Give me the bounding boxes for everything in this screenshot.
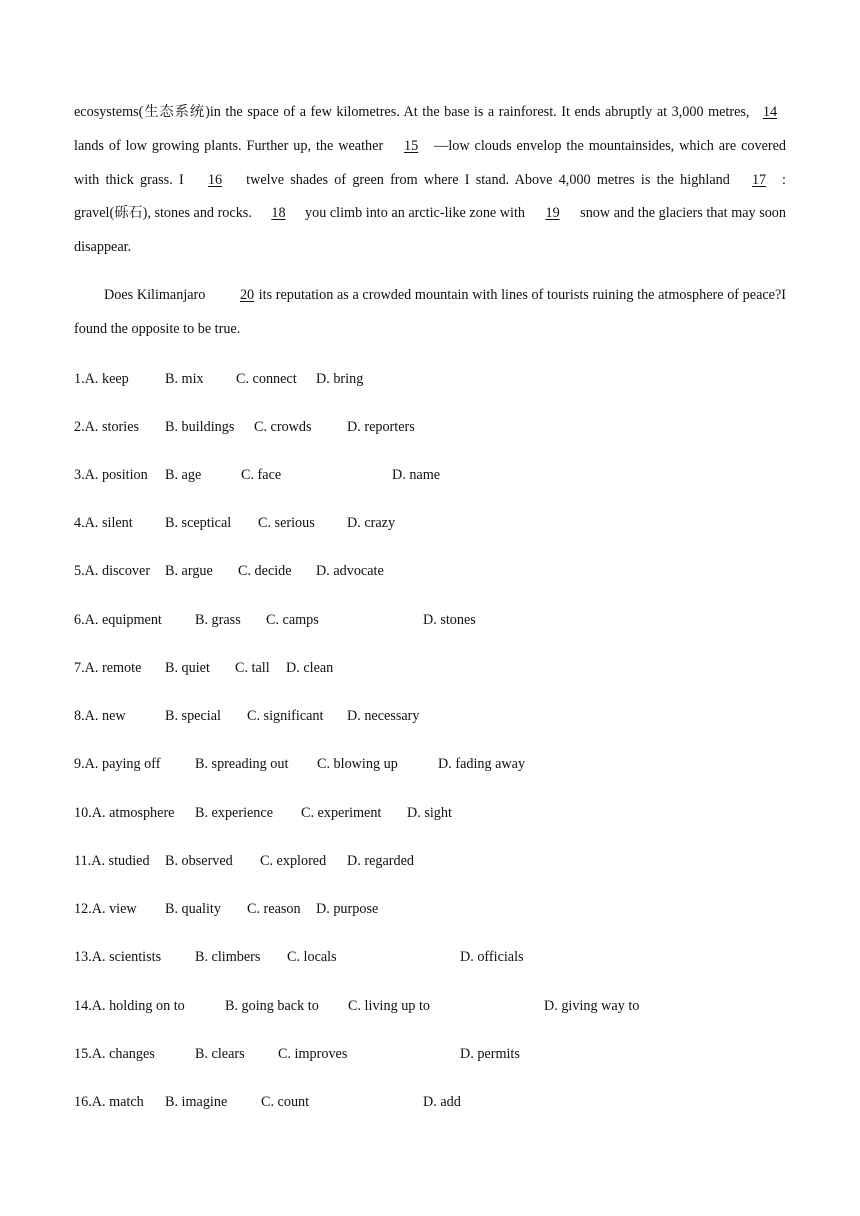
option-b: B. imagine [165, 1094, 228, 1110]
option-c: C. count [261, 1094, 310, 1110]
blank-15: 15 [404, 137, 419, 154]
question-number: 9. [74, 756, 85, 772]
option-c: C. living up to [348, 998, 430, 1014]
option-a [74, 706, 126, 726]
question-number: 6. [74, 612, 85, 628]
option-d: D. reporters [347, 419, 415, 435]
question-number: 11. [74, 853, 92, 869]
question-number: 5. [74, 563, 85, 579]
option-b: B. argue [165, 563, 213, 579]
option-c: C. face [241, 467, 282, 483]
question-number: 16. [74, 1094, 92, 1110]
question-2 [74, 417, 786, 437]
question-9 [74, 754, 786, 774]
option-b: B. sceptical [165, 515, 232, 531]
option-b: B. buildings [165, 419, 235, 435]
option-c: C. significant [247, 708, 324, 724]
option-b: B. experience [195, 805, 273, 821]
option-c: C. tall [235, 660, 270, 676]
passage-paragraph-1 [74, 96, 786, 265]
question-number: 8. [74, 708, 85, 724]
option-a [74, 658, 141, 678]
passage-text: ecosystems(生态系统)in the space of a few kilometres. At the base is a rainforest. It ends abruptly at 3,000 metres, [74, 104, 754, 120]
option-a [74, 610, 162, 630]
option-b: B. special [165, 708, 221, 724]
option-c: C. serious [258, 515, 315, 531]
option-d: D. bring [316, 371, 364, 387]
question-number: 14. [74, 998, 92, 1014]
question-13 [74, 947, 786, 967]
passage-text: you climb into an arctic-like zone with [301, 205, 529, 222]
option-a [74, 561, 150, 581]
option-d: D. regarded [347, 853, 414, 869]
option-b: B. climbers [195, 949, 261, 965]
option-c: C. improves [278, 1046, 348, 1062]
option-b: B. observed [165, 853, 233, 869]
question-number: 15. [74, 1046, 92, 1062]
option-b: B. grass [195, 612, 241, 628]
question-15 [74, 1044, 786, 1064]
option-b: B. spreading out [195, 756, 289, 772]
question-5 [74, 561, 786, 581]
option-text: A. match [91, 1094, 144, 1110]
option-d: D. purpose [316, 901, 379, 917]
option-text: A. view [91, 901, 137, 917]
option-text: A. equipment [84, 612, 162, 628]
option-c: C. locals [287, 949, 337, 965]
blank-16: 16 [207, 171, 223, 188]
passage-text: its reputation as a crowded mountain with lines of tourists ruining the atmosphere of peace?I found the opposite to be true. [74, 287, 786, 337]
option-c: C. connect [236, 371, 297, 387]
option-a [74, 899, 137, 919]
option-d: D. giving way to [544, 998, 640, 1014]
question-number: 4. [74, 515, 85, 531]
option-text: A. stories [84, 419, 140, 435]
passage-text: —low clouds envelop the mountainsides, which are covered with thick grass. I [74, 137, 786, 188]
option-c: C. blowing up [317, 756, 398, 772]
blank-20: 20 [239, 287, 255, 303]
question-number: 13. [74, 949, 92, 965]
option-b: B. mix [165, 371, 204, 387]
question-8 [74, 706, 786, 726]
option-b: B. quiet [165, 660, 210, 676]
blank-18: 18 [271, 205, 286, 222]
passage-paragraph-2 [74, 279, 786, 347]
option-a [74, 803, 174, 823]
option-b: B. quality [165, 901, 221, 917]
question-7 [74, 658, 786, 678]
passage-text: : gravel(砾石), stones and rocks. [74, 171, 786, 222]
option-b: B. clears [195, 1046, 245, 1062]
option-d: D. permits [460, 1046, 520, 1062]
passage-text: snow and the glaciers that may soon disappear. [74, 205, 786, 256]
question-number: 2. [74, 419, 85, 435]
option-b: B. going back to [225, 998, 319, 1014]
option-text: A. atmosphere [91, 805, 175, 821]
option-text: A. holding on to [91, 998, 185, 1014]
passage-text: lands of low growing plants. Further up, the weather [74, 137, 389, 154]
option-d: D. fading away [438, 756, 526, 772]
option-d: D. clean [286, 660, 334, 676]
option-text: A. studied [91, 853, 150, 869]
option-text: A. discover [84, 563, 151, 579]
passage-text: twelve shades of green from where I stand. Above 4,000 metres is the highland [239, 171, 737, 188]
question-number: 3. [74, 467, 85, 483]
option-text: A. scientists [91, 949, 162, 965]
question-3 [74, 465, 786, 485]
option-a [74, 513, 133, 533]
question-4 [74, 513, 786, 533]
option-d: D. officials [460, 949, 524, 965]
question-number: 7. [74, 660, 85, 676]
blank-17: 17 [751, 171, 767, 188]
option-c: C. experiment [301, 805, 382, 821]
option-text: A. remote [84, 660, 142, 676]
question-number: 10. [74, 805, 92, 821]
option-a [74, 754, 160, 774]
option-c: C. reason [247, 901, 301, 917]
question-10 [74, 803, 786, 823]
option-text: A. silent [84, 515, 133, 531]
question-1 [74, 369, 786, 389]
option-c: C. camps [266, 612, 319, 628]
option-text: A. position [84, 467, 148, 483]
option-text: A. paying off [84, 756, 161, 772]
question-number: 12. [74, 901, 92, 917]
question-16 [74, 1092, 786, 1112]
option-d: D. name [392, 467, 441, 483]
option-c: C. crowds [254, 419, 312, 435]
option-a [74, 947, 161, 967]
option-d: D. crazy [347, 515, 396, 531]
option-d: D. add [423, 1094, 461, 1110]
option-a [74, 851, 150, 871]
question-6 [74, 610, 786, 630]
option-c: C. decide [238, 563, 292, 579]
question-12 [74, 899, 786, 919]
option-a [74, 417, 139, 437]
option-c: C. explored [260, 853, 327, 869]
option-d: D. sight [407, 805, 452, 821]
option-d: D. advocate [316, 563, 384, 579]
option-b: B. age [165, 467, 202, 483]
option-a [74, 1092, 144, 1112]
option-text: A. keep [84, 371, 129, 387]
question-number: 1. [74, 371, 85, 387]
option-d: D. stones [423, 612, 476, 628]
option-a [74, 369, 129, 389]
question-11 [74, 851, 786, 871]
option-text: A. new [84, 708, 126, 724]
option-a [74, 1044, 155, 1064]
option-a [74, 996, 185, 1016]
blank-19: 19 [545, 205, 560, 222]
blank-14: 14 [762, 104, 778, 120]
option-d: D. necessary [347, 708, 420, 724]
option-a [74, 465, 148, 485]
question-14 [74, 996, 786, 1016]
passage-text: Does Kilimanjaro [104, 287, 210, 303]
option-text: A. changes [91, 1046, 155, 1062]
